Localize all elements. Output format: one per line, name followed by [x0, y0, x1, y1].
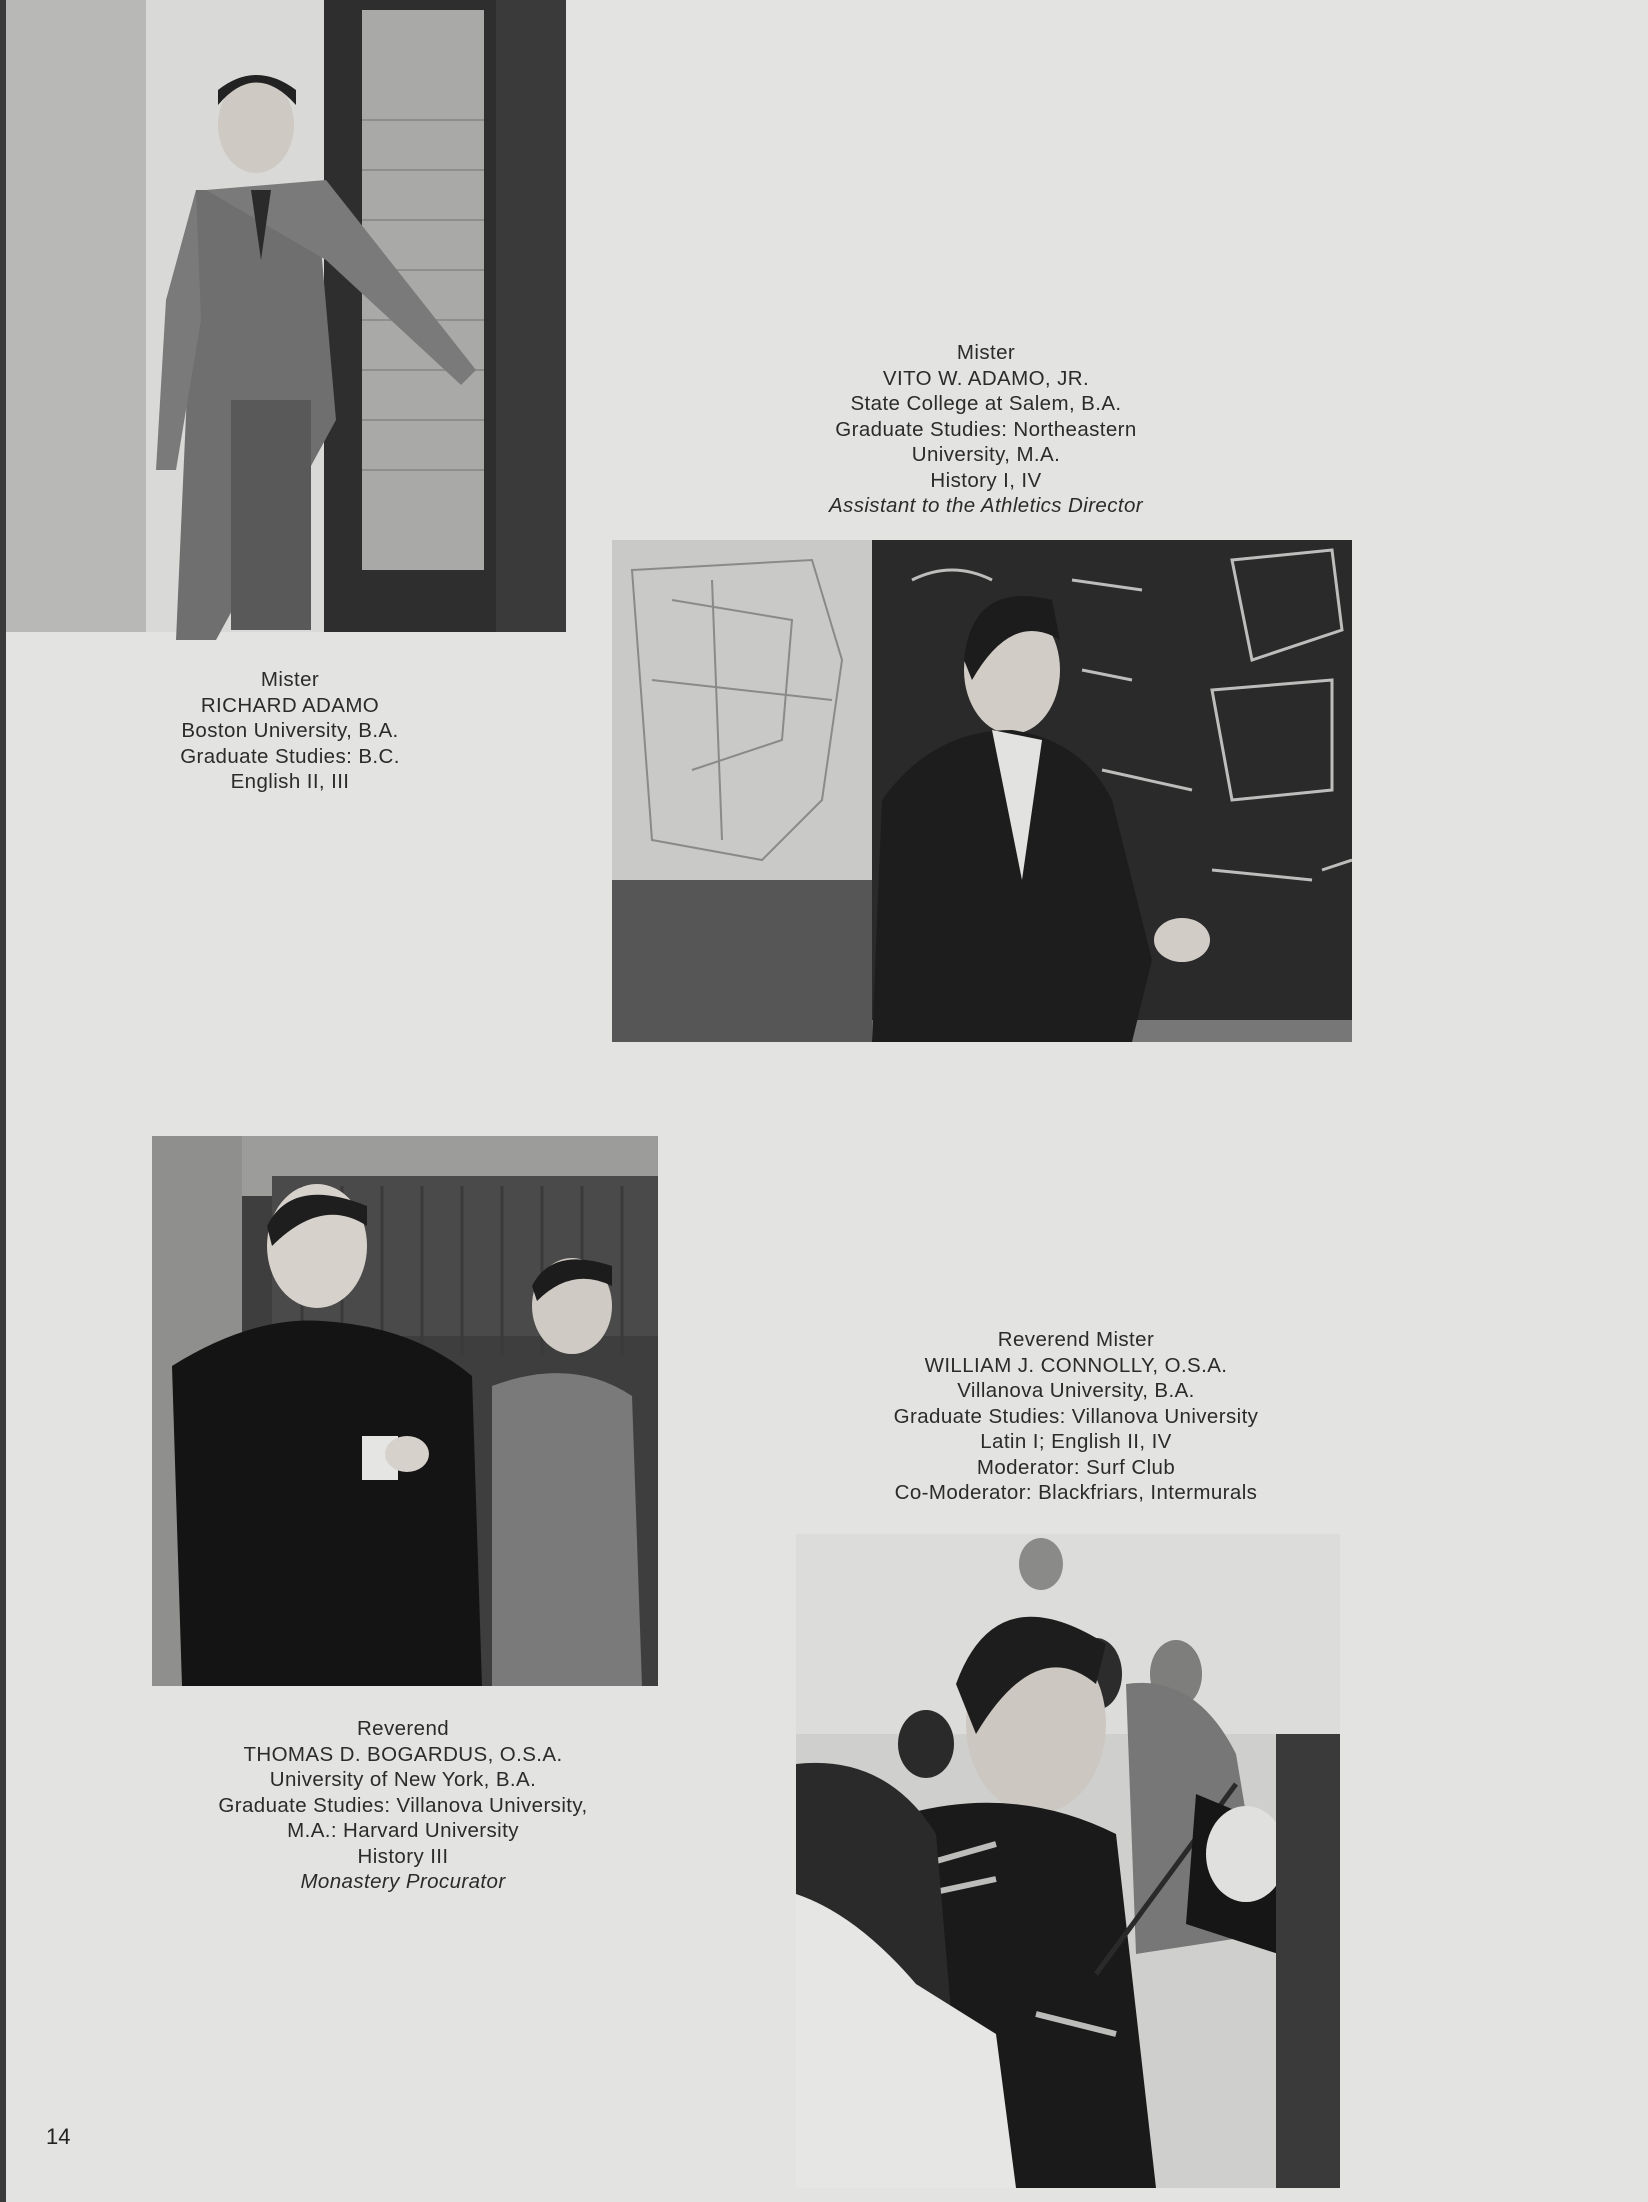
- caption-courses: History III: [357, 1844, 449, 1868]
- photo-vito-adamo: [612, 540, 1352, 1042]
- caption-courses: English II, III: [230, 770, 350, 793]
- caption-courses: History I, IV: [930, 468, 1042, 492]
- caption-william-connolly: [856, 1327, 1296, 1506]
- photo-thomas-bogardus: [152, 1136, 658, 1686]
- caption-name: VITO W. ADAMO, JR.: [882, 366, 1090, 390]
- caption-title: Mister: [260, 668, 320, 691]
- caption-graduate-cont: University, M.A.: [911, 443, 1061, 466]
- caption-graduate: Graduate Studies: Villanova University: [893, 1404, 1259, 1428]
- caption-role: Monastery Procurator: [300, 1870, 506, 1893]
- caption-thomas-bogardus: [183, 1716, 623, 1895]
- caption-courses: Latin I; English II, IV: [980, 1430, 1172, 1453]
- page-number: 14: [46, 2124, 71, 2149]
- caption-degree: University of New York, B.A.: [269, 1768, 537, 1791]
- caption-name: RICHARD ADAMO: [200, 693, 380, 717]
- caption-vito-adamo: [786, 340, 1186, 519]
- photo-richard-adamo: [6, 0, 566, 640]
- caption-title: Mister: [956, 341, 1016, 364]
- caption-name: WILLIAM J. CONNOLLY, O.S.A.: [924, 1353, 1228, 1377]
- caption-co-moderator: Co-Moderator: Blackfriars, Intermurals: [894, 1481, 1258, 1504]
- caption-moderator: Moderator: Surf Club: [976, 1455, 1176, 1479]
- caption-graduate-cont: M.A.: Harvard University: [287, 1819, 519, 1842]
- caption-richard-adamo: [120, 667, 460, 795]
- caption-graduate: Graduate Studies: Villanova University,: [218, 1793, 588, 1817]
- caption-graduate: Graduate Studies: Northeastern: [835, 417, 1137, 441]
- caption-degree: Villanova University, B.A.: [957, 1379, 1195, 1402]
- photo-william-connolly: [796, 1534, 1340, 2188]
- caption-degree: State College at Salem, B.A.: [850, 392, 1122, 415]
- caption-role: Assistant to the Athletics Director: [828, 494, 1144, 517]
- caption-graduate: Graduate Studies: B.C.: [180, 744, 400, 768]
- caption-degree: Boston University, B.A.: [181, 719, 399, 742]
- caption-name: THOMAS D. BOGARDUS, O.S.A.: [243, 1742, 563, 1766]
- caption-title: Reverend: [356, 1717, 450, 1740]
- caption-title: Reverend Mister: [997, 1328, 1155, 1351]
